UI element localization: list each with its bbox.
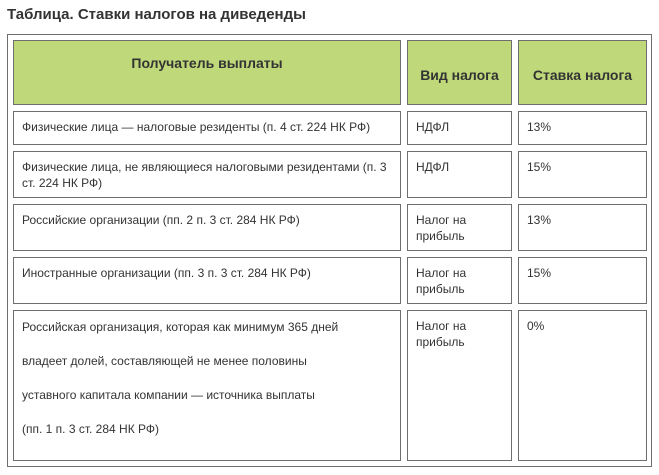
recipient-line-4: (пп. 1 п. 3 ст. 284 НК РФ)	[22, 422, 160, 436]
recipient-text: Физические лица, не являющиеся налоговыми резидентами (п. 3 ст. 224 НК РФ)	[22, 160, 387, 190]
table-row-3-tax-type	[407, 204, 512, 251]
header-rate-label: Ставка налога	[532, 67, 633, 83]
table-row-4-rate	[518, 257, 647, 304]
table-row-1-recipient	[13, 111, 401, 145]
table-row-4-tax-type	[407, 257, 512, 304]
rate-text: 15%	[527, 160, 552, 174]
table-row-1-tax-type	[407, 111, 512, 145]
table-row-2-rate	[518, 151, 647, 198]
recipient-line-3: уставного капитала компании — источника выплаты	[22, 388, 315, 402]
header-recipient	[13, 40, 401, 105]
recipient-line-2: владеет долей, составляющей не менее половины	[22, 354, 307, 368]
table-row-5-recipient	[13, 310, 401, 461]
recipient-text: Российские организации (пп. 2 п. 3 ст. 284 НК РФ)	[22, 213, 300, 227]
rate-text: 0%	[527, 319, 545, 333]
tax-type-text: НДФЛ	[416, 160, 450, 174]
rate-text: 13%	[527, 120, 552, 134]
rate-text: 15%	[527, 266, 552, 280]
tax-type-text: Налог на прибыль	[416, 266, 467, 296]
header-tax-type	[407, 40, 512, 105]
table-caption: Таблица. Ставки налогов на диведенды	[7, 6, 306, 23]
rate-text: 13%	[527, 213, 552, 227]
tax-type-text: НДФЛ	[416, 120, 450, 134]
table-row-4-recipient	[13, 257, 401, 304]
header-rate	[518, 40, 647, 105]
dividend-tax-table	[7, 34, 652, 467]
table-row-2-tax-type	[407, 151, 512, 198]
recipient-text: Физические лица — налоговые резиденты (п. 4 ст. 224 НК РФ)	[22, 120, 371, 134]
header-recipient-label: Получатель выплаты	[131, 55, 283, 71]
recipient-line-1: Российская организация, которая как минимум 365 дней	[22, 320, 339, 334]
header-tax-type-label: Вид налога	[420, 67, 499, 83]
recipient-text: Иностранные организации (пп. 3 п. 3 ст. 284 НК РФ)	[22, 266, 311, 280]
table-row-5-tax-type	[407, 310, 512, 461]
table-row-5-rate	[518, 310, 647, 461]
table-row-2-recipient	[13, 151, 401, 198]
table-row-3-rate	[518, 204, 647, 251]
table-row-3-recipient	[13, 204, 401, 251]
tax-type-text: Налог на прибыль	[416, 213, 467, 243]
tax-type-text: Налог на прибыль	[416, 319, 467, 349]
table-row-1-rate	[518, 111, 647, 145]
